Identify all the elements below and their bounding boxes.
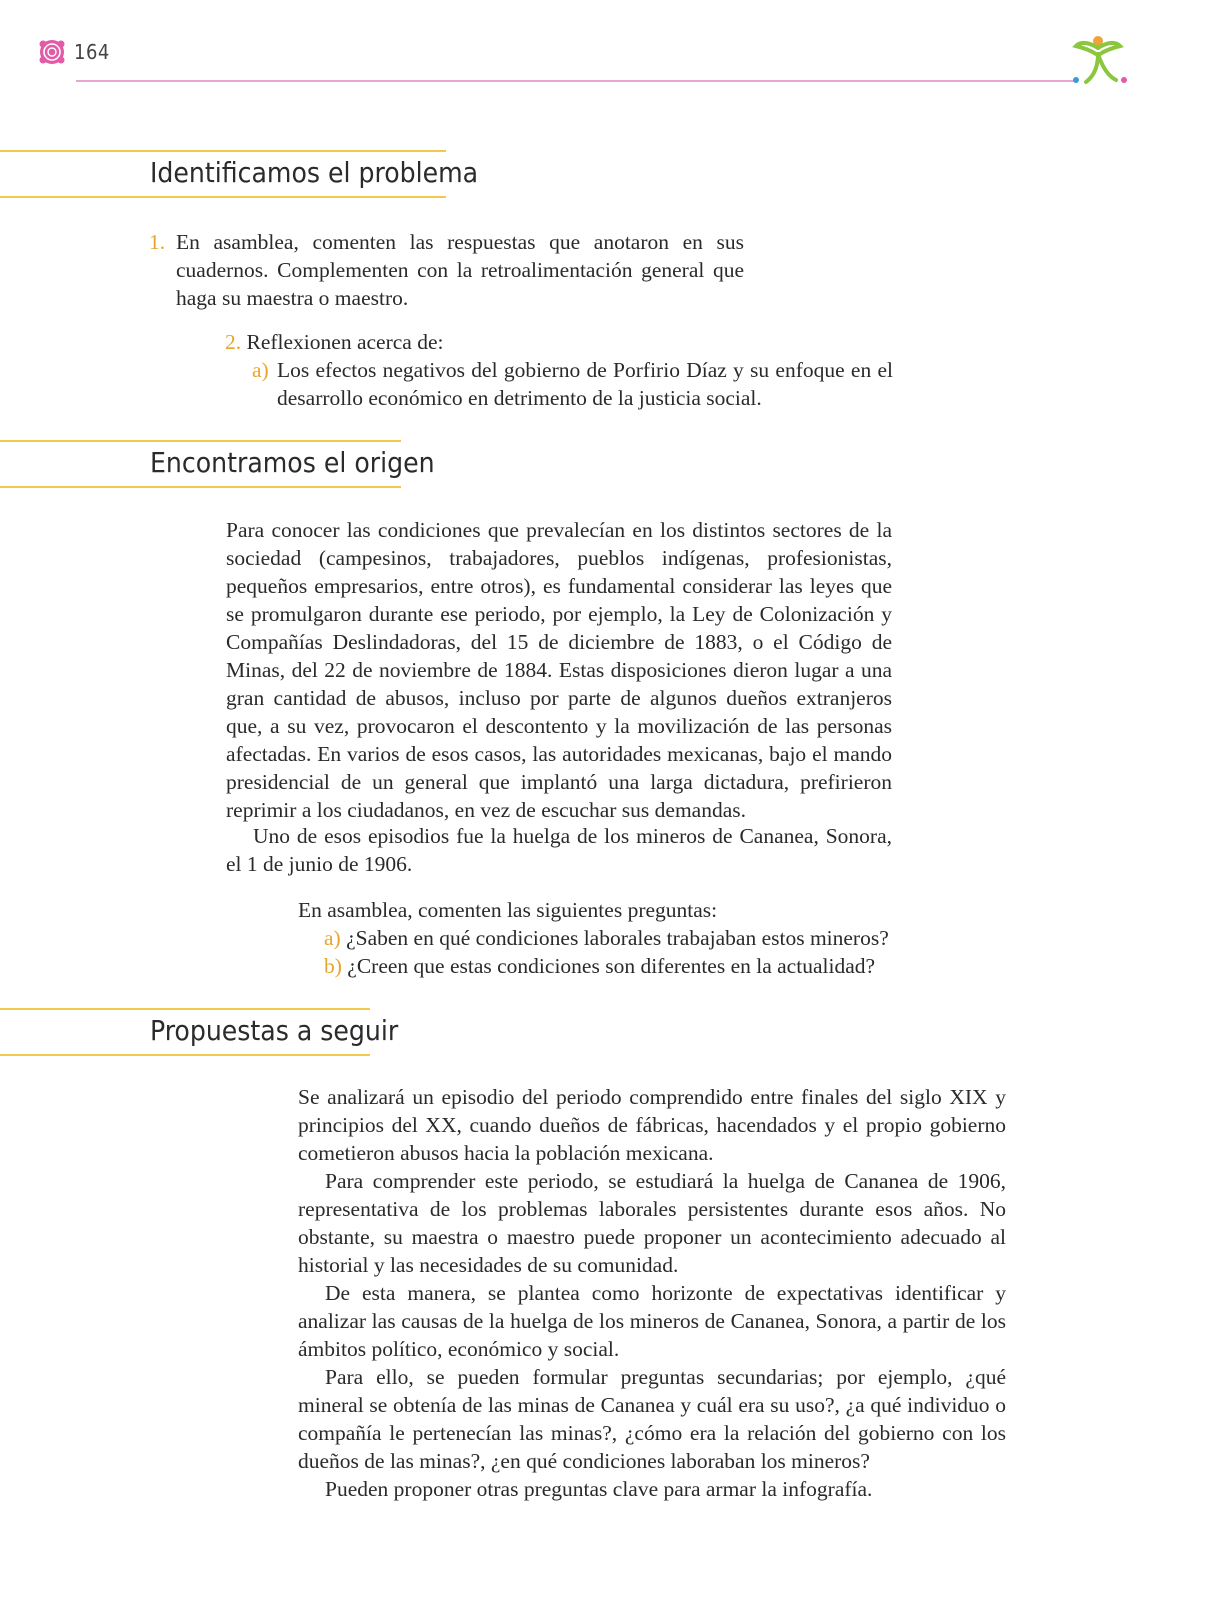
body-paragraph: Uno de esos episodios fue la huelga de los mineros de Cananea, Sonora, el 1 de junio de 1906.: [226, 824, 892, 876]
item-letter: a): [252, 358, 269, 382]
header-divider: [76, 80, 1076, 82]
page-number: 164: [74, 40, 110, 64]
item-text: En asamblea, comenten las respuestas que anotaron en sus cuadernos. Complementen con la retroalimentación general que haga su maestra o maestro.: [176, 230, 744, 310]
item-letter: a): [324, 926, 341, 950]
section-title: Propuestas a seguir: [150, 1014, 399, 1047]
question-item: [324, 924, 889, 952]
pink-flower-icon: [38, 38, 66, 66]
body-paragraph: De esta manera, se plantea como horizonte de expectativas identificar y analizar las causas de la huelga de los mineros de Cananea, Sonora, a partir de los ámbitos político, económico y social.: [298, 1281, 1006, 1361]
list-item: [149, 228, 744, 312]
question-item: [324, 952, 875, 980]
item-text: ¿Creen que estas condiciones son diferentes en la actualidad?: [347, 954, 876, 978]
item-text: ¿Saben en qué condiciones laborales trabajaban estos mineros?: [346, 926, 889, 950]
section-header-propuestas: [0, 1008, 399, 1056]
body-paragraph: Para conocer las condiciones que prevalecían en los distintos sectores de la sociedad (campesinos, trabajadores, pueblos indígenas, profesionistas, pequeños empresarios, entre otros), es fundamental considerar las leyes que se promulgaron durante ese periodo, por ejemplo, la Ley de Colonización y Compañías Deslindadoras, del 15 de diciembre de 1883, o el Código de Minas, del 22 de noviembre de 1884. Estas disposiciones dieron lugar a una gran cantidad de abusos, incluso por parte de algunos dueños extranjeros que, a su vez, provocaron el descontento y la movilización de las personas afectadas. En varios de esos casos, las autoridades mexicanas, bajo el mando presidencial de un general que implantó una larga dictadura, prefirieron reprimir a los ciudadanos, en vez de escuchar sus demandas.: [226, 518, 892, 822]
question-intro: En asamblea, comenten las siguientes preguntas:: [298, 898, 718, 922]
body-paragraph: Para comprender este periodo, se estudiará la huelga de Cananea de 1906, representativa de los problemas laborales persistentes durante esos años. No obstante, su maestra o maestro puede proponer un acontecimiento adecuado al historial y las necesidades de su comunidad.: [298, 1169, 1006, 1277]
item-number: 2.: [225, 330, 242, 354]
section-header-encontramos: [0, 440, 435, 488]
section-title: Encontramos el origen: [150, 446, 435, 479]
body-paragraph: Se analizará un episodio del periodo comprendido entre finales del siglo XIX y principios del XX, cuando dueños de fábricas, hacendados y el propio gobierno cometieron abusos hacia la población mexicana.: [298, 1085, 1006, 1165]
item-text: Reflexionen acerca de:: [246, 330, 444, 354]
section-header-identificamos: [0, 150, 479, 198]
section-title: Identificamos el problema: [150, 156, 479, 189]
item-text: Los efectos negativos del gobierno de Porfirio Díaz y su enfoque en el desarrollo económico en detrimento de la justicia social.: [277, 358, 893, 410]
list-item: [225, 328, 443, 356]
body-paragraph: Para ello, se pueden formular preguntas secundarias; por ejemplo, ¿qué mineral se obtenía de las minas de Cananea y cuál era su uso?, ¿a qué individuo o compañía le pertenecían las minas?, ¿cómo era la relación del gobierno con los dueños de las minas?, ¿en qué condiciones laboraban los mineros?: [298, 1365, 1006, 1473]
sprout-figure-icon: [1068, 32, 1134, 92]
body-paragraph: Pueden proponer otras preguntas clave para armar la infografía.: [325, 1477, 873, 1501]
item-number: 1.: [149, 230, 166, 254]
sub-list-item: [252, 356, 893, 412]
item-letter: b): [324, 954, 342, 978]
